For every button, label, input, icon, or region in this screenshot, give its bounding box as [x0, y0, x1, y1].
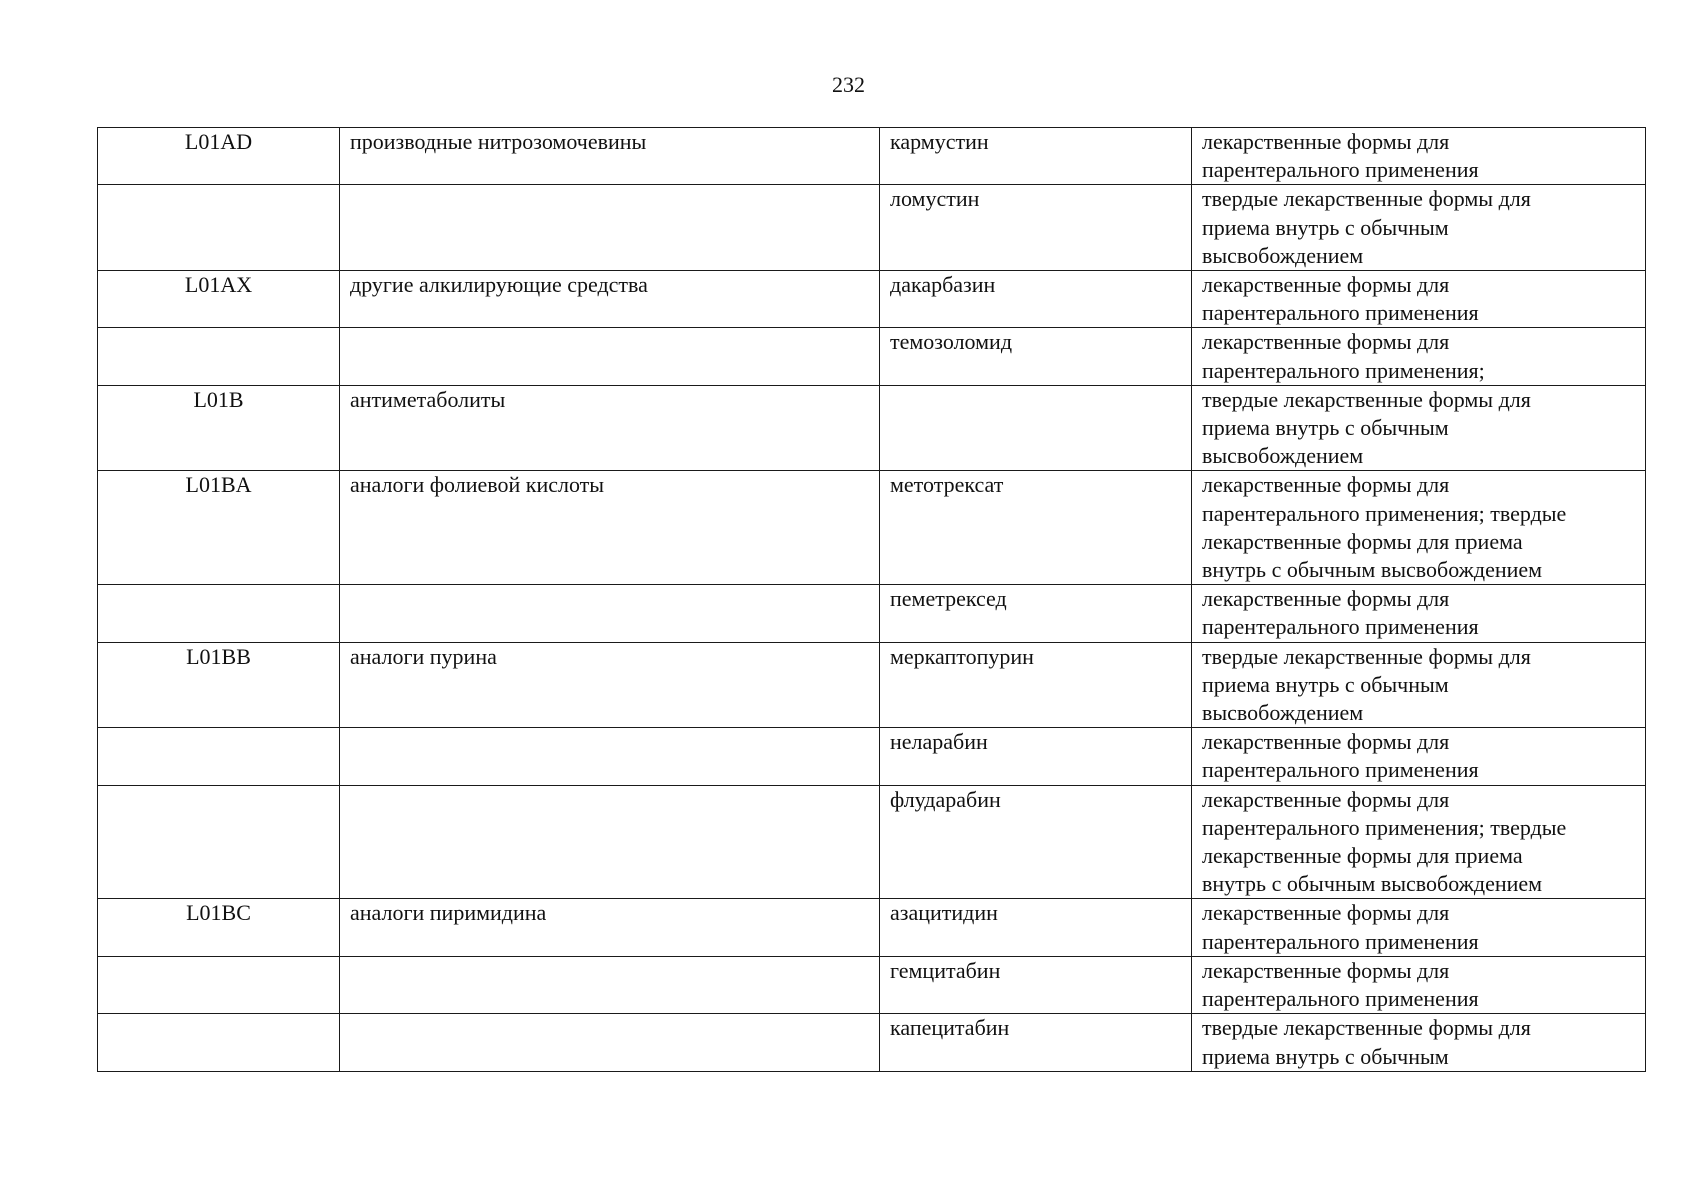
table-row [98, 585, 1646, 642]
group-name-cell: производные нитрозомочевины [340, 128, 880, 185]
group-name-cell: аналоги пурина [340, 642, 880, 728]
atc-code-cell [98, 328, 340, 385]
table-row [98, 471, 1646, 585]
dosage-form-cell: лекарственные формы для парентерального применения [1192, 271, 1646, 328]
table-row [98, 899, 1646, 956]
atc-code-cell [98, 185, 340, 271]
drug-table [97, 127, 1646, 1072]
group-name-cell: другие алкилирующие средства [340, 271, 880, 328]
atc-code-cell: L01BA [98, 471, 340, 585]
atc-code-cell [98, 585, 340, 642]
table-row [98, 385, 1646, 471]
page-number: 232 [832, 72, 865, 97]
atc-code-cell [98, 728, 340, 785]
atc-code-cell: L01B [98, 385, 340, 471]
atc-code-cell [98, 956, 340, 1013]
drug-name-cell: кармустин [880, 128, 1192, 185]
dosage-form-cell: твердые лекарственные формы для приема внутрь с обычным высвобождением [1192, 385, 1646, 471]
atc-code-cell: L01BC [98, 899, 340, 956]
dosage-form-cell: твердые лекарственные формы для приема внутрь с обычным высвобождением [1192, 185, 1646, 271]
drug-name-cell: темозоломид [880, 328, 1192, 385]
group-name-cell [340, 956, 880, 1013]
table-row [98, 328, 1646, 385]
group-name-cell: антиметаболиты [340, 385, 880, 471]
dosage-form-cell: лекарственные формы для парентерального применения [1192, 728, 1646, 785]
atc-code-cell: L01AX [98, 271, 340, 328]
dosage-form-cell: лекарственные формы для парентерального применения; твердые лекарственные формы для приема внутрь с обычным высвобождением [1192, 785, 1646, 899]
dosage-form-cell: твердые лекарственные формы для приема внутрь с обычным [1192, 1014, 1646, 1071]
table-row [98, 642, 1646, 728]
dosage-form-cell: лекарственные формы для парентерального применения [1192, 128, 1646, 185]
drug-name-cell: неларабин [880, 728, 1192, 785]
dosage-form-cell: лекарственные формы для парентерального применения [1192, 899, 1646, 956]
dosage-form-cell: лекарственные формы для парентерального применения; [1192, 328, 1646, 385]
table-row [98, 128, 1646, 185]
drug-name-cell [880, 385, 1192, 471]
group-name-cell [340, 1014, 880, 1071]
drug-name-cell: азацитидин [880, 899, 1192, 956]
drug-name-cell: капецитабин [880, 1014, 1192, 1071]
dosage-form-cell: твердые лекарственные формы для приема внутрь с обычным высвобождением [1192, 642, 1646, 728]
dosage-form-cell: лекарственные формы для парентерального применения [1192, 585, 1646, 642]
drug-name-cell: гемцитабин [880, 956, 1192, 1013]
drug-name-cell: дакарбазин [880, 271, 1192, 328]
atc-code-cell: L01AD [98, 128, 340, 185]
table-row [98, 1014, 1646, 1071]
dosage-form-cell: лекарственные формы для парентерального применения; твердые лекарственные формы для приема внутрь с обычным высвобождением [1192, 471, 1646, 585]
table-row [98, 785, 1646, 899]
group-name-cell: аналоги пиримидина [340, 899, 880, 956]
group-name-cell [340, 185, 880, 271]
group-name-cell: аналоги фолиевой кислоты [340, 471, 880, 585]
table-row [98, 956, 1646, 1013]
drug-name-cell: меркаптопурин [880, 642, 1192, 728]
atc-code-cell: L01BB [98, 642, 340, 728]
drug-name-cell: флударабин [880, 785, 1192, 899]
table-row [98, 728, 1646, 785]
group-name-cell [340, 328, 880, 385]
table-row [98, 271, 1646, 328]
atc-code-cell [98, 785, 340, 899]
drug-name-cell: пеметрексед [880, 585, 1192, 642]
atc-code-cell [98, 1014, 340, 1071]
group-name-cell [340, 585, 880, 642]
table-row [98, 185, 1646, 271]
group-name-cell [340, 785, 880, 899]
drug-name-cell: метотрексат [880, 471, 1192, 585]
group-name-cell [340, 728, 880, 785]
drug-name-cell: ломустин [880, 185, 1192, 271]
dosage-form-cell: лекарственные формы для парентерального применения [1192, 956, 1646, 1013]
